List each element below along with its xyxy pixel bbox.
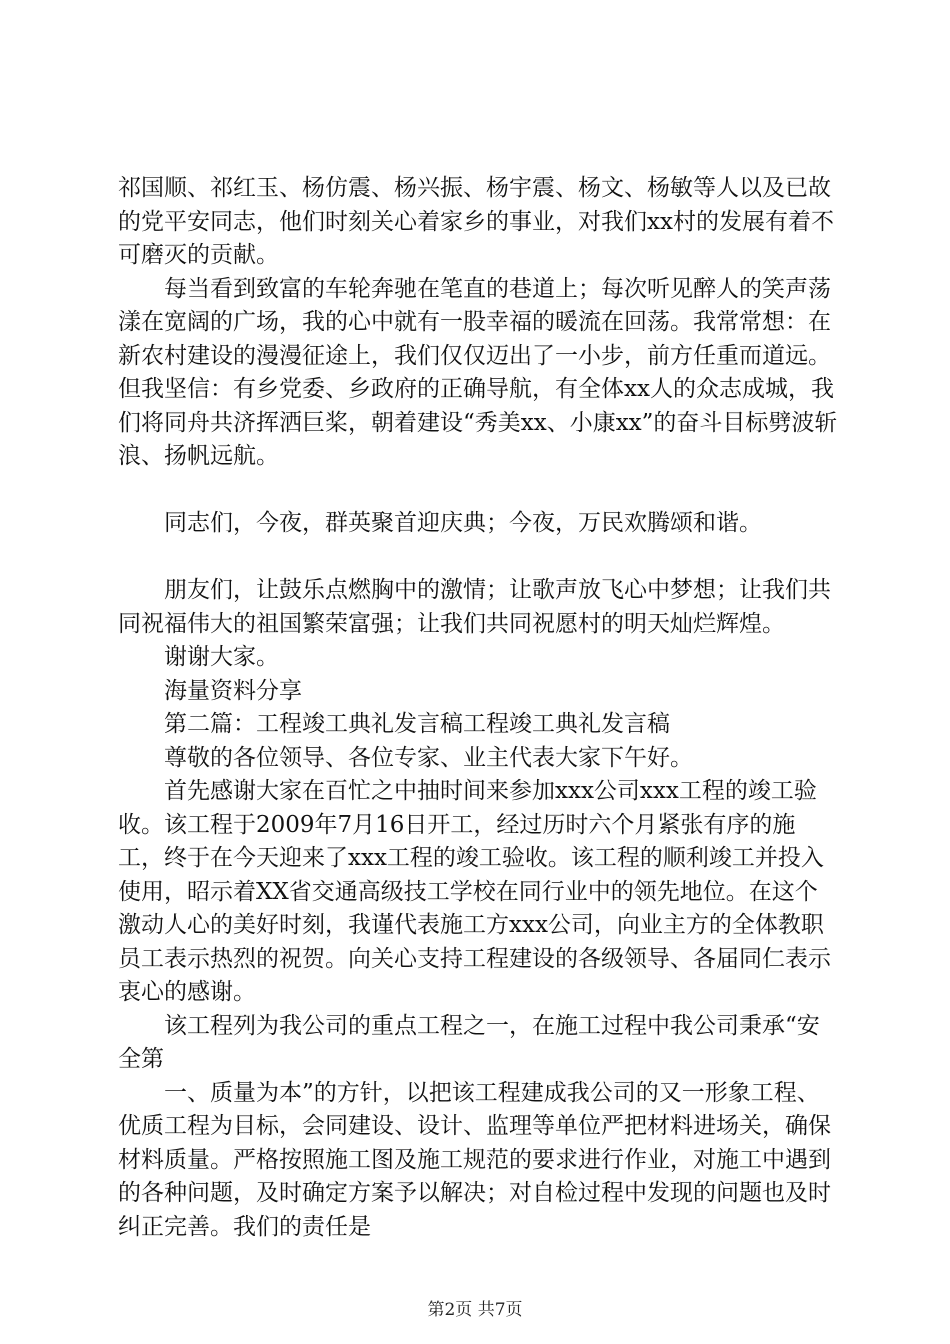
document-body — [118, 172, 838, 1244]
paragraph-2: 每当看到致富的车轮奔驰在笔直的巷道上；每次听见醉人的笑声荡漾在宽阔的广场，我的心中就有一股幸福的暖流在回荡。我常常想：在新农村建设的漫漫征途上，我们仅仅迈出了一小步，前方任重而道远。但我坚信：有乡党委、乡政府的正确导航，有全体xx人的众志成城，我们将同舟共济挥洒巨桨，朝着建设“秀美xx、小康xx”的奋斗目标劈波斩浪、扬帆远航。 — [118, 275, 838, 469]
blank-line — [118, 541, 838, 575]
paragraph-9: 首先感谢大家在百忙之中抽时间来参加xxx公司xxx工程的竣工验收。该工程于2009年7月16日开工，经过历时六个月紧张有序的施工，终于在今天迎来了xxx工程的竣工验收。该工程的顺利竣工并投入使用，昭示着XX省交通高级技工学校在同行业中的领先地位。在这个激动人心的美好时刻，我谨代表施工方xxx公司，向业主方的全体教职员工表示热烈的祝贺。向关心支持工程建设的各级领导、各届同仁表示衷心的感谢。 — [118, 778, 831, 1005]
paragraph-1: 祁国顺、祁红玉、杨仿震、杨兴振、杨宇震、杨文、杨敏等人以及已故的党平安同志，他们时刻关心着家乡的事业，对我们xx村的发展有着不可磨灭的贡献。 — [118, 175, 834, 268]
paragraph-3: 同志们，今夜，群英聚首迎庆典；今夜，万民欢腾颂和谐。 — [164, 510, 762, 536]
paragraph-4: 朋友们，让鼓乐点燃胸中的激情；让歌声放飞心中梦想；让我们共同祝福伟大的祖国繁荣富强；让我们共同祝愿村的明天灿烂辉煌。 — [118, 577, 831, 637]
paragraph-7: 第二篇：工程竣工典礼发言稿工程竣工典礼发言稿 — [164, 711, 670, 737]
paragraph-5: 谢谢大家。 — [164, 644, 279, 670]
blank-line — [118, 474, 838, 508]
paragraph-10: 该工程列为我公司的重点工程之一，在施工过程中我公司秉承“安全第 — [118, 1012, 820, 1072]
paragraph-6: 海量资料分享 — [164, 677, 302, 704]
paragraph-8: 尊敬的各位领导、各位专家、业主代表大家下午好。 — [164, 744, 693, 771]
page-number-footer: 第2页 共7页 — [427, 1300, 523, 1320]
paragraph-11: 一、质量为本”的方针，以把该工程建成我公司的又一形象工程、优质工程为目标，会同建设、设计、监理等单位严把材料进场关，确保材料质量。严格按照施工图及施工规范的要求进行作业，对施工中遇到的各种问题，及时确定方案予以解决；对自检过程中发现的问题也及时纠正完善。我们的责任是 — [118, 1079, 831, 1240]
